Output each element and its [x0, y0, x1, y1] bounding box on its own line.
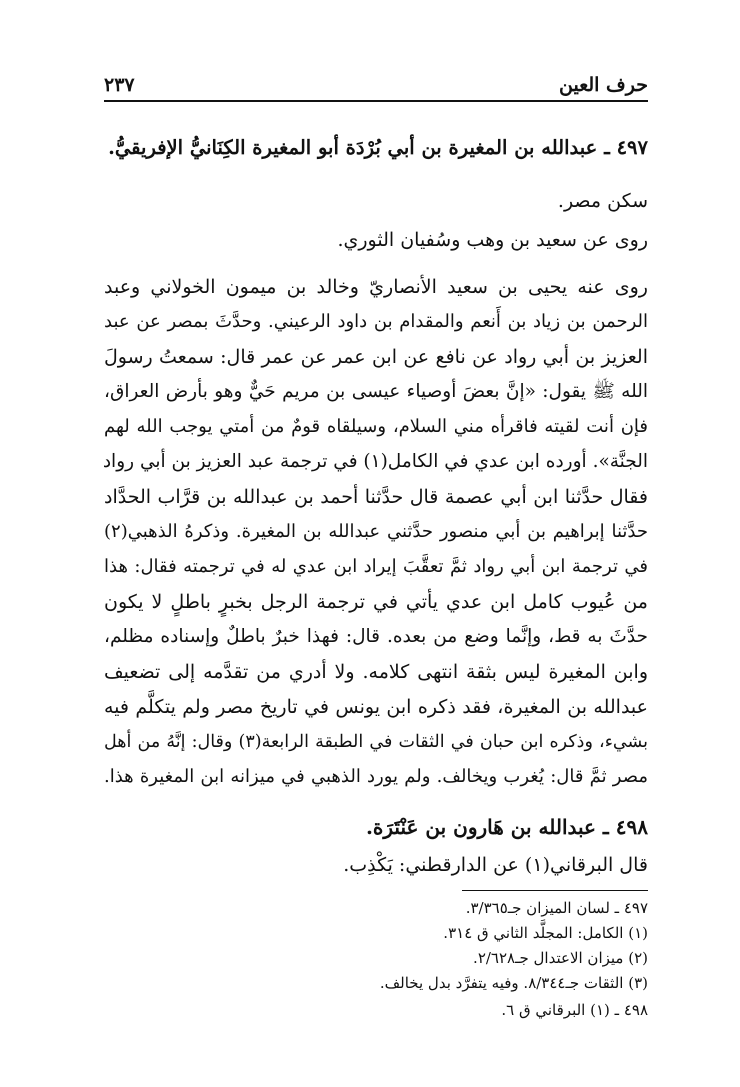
entry-497-body-line: الله ﷺ يقول: «إنَّ بعضَ أوصياء عيسى بن مريم حَيٌّ وهو بأرض العراق، [104, 381, 648, 402]
footnote: (٣) الثقات جـ٨/٣٤٤. وفيه يتفرَّد بدل يخالف. [379, 974, 648, 992]
footnote: (١) الكامل: المجلَّد الثاني ق ٣١٤. [443, 924, 648, 942]
entry-498-line: قال البرقاني(١) عن الدارقطني: يَكْذِب. [343, 854, 648, 876]
entry-497-body-line: روى عنه يحيى بن سعيد الأنصاريّ وخالد بن ميمون الخولاني وعبد [104, 276, 648, 298]
footnote: (٢) ميزان الاعتدال جـ٢/٦٢٨. [473, 949, 648, 967]
entry-497-body-line: حدَّثَ به قط، وإنَّما وضع من بعده. قال: فهذا خبرٌ باطلٌ وإسناده مظلم، [104, 626, 648, 647]
entry-497-body-line: مصر ثمَّ قال: يُغرب ويخالف. ولم يورد الذهبي في ميزانه ابن المغيرة هذا. [104, 766, 648, 787]
entry-497-body-line: من عُيوب كامل ابن عدي يأتي في ترجمة الرجل بخبرٍ باطلٍ لا يكون [104, 591, 648, 613]
footnote-rule [462, 890, 648, 891]
header-rule [104, 100, 648, 102]
page-number: ٢٣٧ [104, 74, 135, 96]
entry-497-body-line: العزيز بن أبي رواد عن نافع عن ابن عمر عن عمر قال: سمعتُ رسولَ [104, 346, 648, 368]
entry-497-body-line: عبدالله بن المغيرة، فقد ذكره ابن يونس في تاريخ مصر ولم يتكلَّم فيه [104, 696, 648, 718]
running-header [104, 70, 648, 100]
entry-497-body-line: بشيء، وذكره ابن حبان في الثقات في الطبقة الرابعة(٣) وقال: إنَّهُ من أهل [104, 732, 648, 752]
entry-497-body-line: فإن أنت لقيته فاقرأه مني السلام، وسيلقاه قومٌ من أمتي يوجب الله لهم [104, 416, 648, 437]
entry-497-body-line: حدَّثنا إبراهيم بن أبي منصور حدَّثني عبدالله بن المغيرة. وذكرهُ الذهبي(٢) [104, 521, 648, 542]
entry-497-residence: سكن مصر. [557, 190, 648, 212]
entry-497-body-line: وابن المغيرة ليس بثقة انتهى كلامه. ولا أدري من تقدَّمه إلى تضعيف [104, 661, 648, 683]
entry-497-body-line: فقال حدَّثنا ابن أبي عصمة قال حدَّثنا أحمد بن عبدالله بن قرَّاب الحدَّاد [104, 486, 648, 508]
entry-497-body-line: الجنَّة». أورده ابن عدي في الكامل(١) في ترجمة عبد العزيز بن أبي رواد [102, 451, 648, 472]
entry-497-body-line: في ترجمة ابن أبي رواد ثمَّ تعقَّبَ إيراد ابن عدي له في ترجمته فقال: هذا [104, 556, 648, 577]
footnote: ٤٩٨ ـ (١) البرقاني ق ٦. [501, 1001, 648, 1019]
footnote: ٤٩٧ ـ لسان الميزان جـ٣/٣٦٥. [465, 899, 648, 917]
entry-497-title: ٤٩٧ ـ عبدالله بن المغيرة بن أبي بُرْدَة أبو المغيرة الكِنَانيُّ الإفريقيُّ. [108, 136, 648, 159]
entry-497-narrated-from: روى عن سعيد بن وهب وسُفيان الثوري. [337, 229, 648, 251]
book-page [104, 70, 648, 1050]
chapter-title: حرف العين [559, 74, 648, 96]
entry-497-body-line: الرحمن بن زياد بن أَنعم والمقدام بن داود الرعيني. وحدَّثَ بمصر عن عبد [104, 311, 648, 332]
entry-498-title: ٤٩٨ ـ عبدالله بن هَارون بن عَنْتَرَة. [365, 815, 648, 839]
